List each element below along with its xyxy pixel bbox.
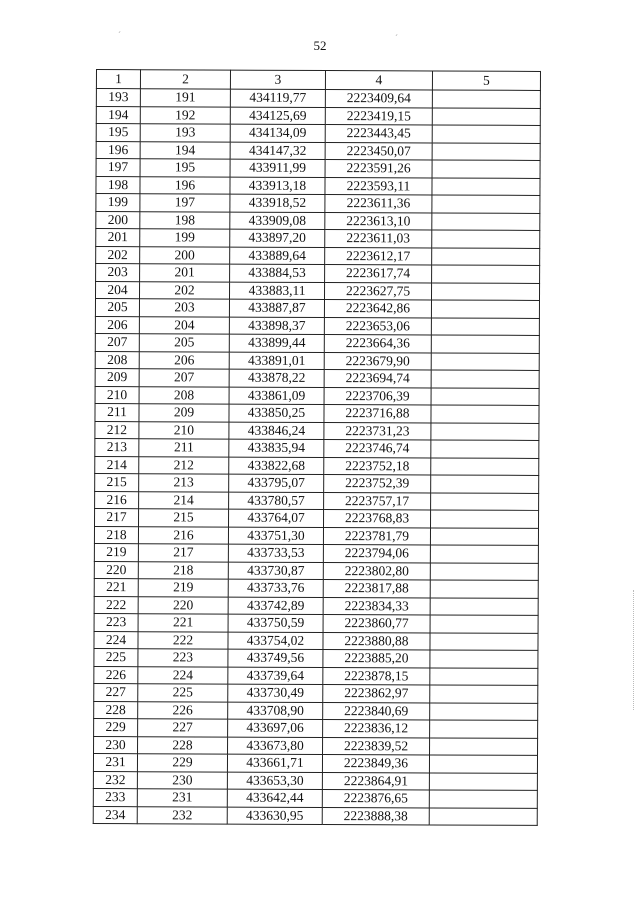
notes-cell (430, 702, 538, 720)
point-number-cell: 193 (140, 124, 230, 142)
y-coordinate-cell: 2223781,79 (323, 527, 430, 545)
notes-cell (431, 422, 539, 440)
point-number-cell: 231 (137, 789, 227, 807)
x-coordinate-cell: 433897,20 (230, 229, 325, 247)
row-number-cell: 225 (94, 648, 138, 666)
point-number-cell: 201 (140, 264, 230, 282)
table-row (94, 578, 538, 597)
table-row (96, 159, 540, 178)
notes-cell (431, 317, 539, 335)
table-row (95, 403, 539, 422)
notes-cell (431, 335, 539, 353)
x-coordinate-cell: 433673,80 (228, 737, 323, 755)
table-row (94, 613, 538, 632)
y-coordinate-cell: 2223694,74 (324, 369, 431, 387)
point-number-cell: 230 (137, 771, 227, 789)
notes-cell (431, 510, 539, 528)
notes-cell (430, 632, 538, 650)
y-coordinate-cell: 2223591,26 (325, 160, 432, 178)
point-number-cell: 215 (139, 509, 229, 527)
point-number-cell: 212 (139, 456, 229, 474)
y-coordinate-cell: 2223612,17 (325, 247, 432, 265)
row-number-cell: 223 (94, 613, 138, 631)
notes-cell (431, 300, 539, 318)
table-row (94, 701, 538, 720)
notes-cell (432, 90, 540, 108)
row-number-cell: 194 (96, 106, 140, 124)
row-number-cell: 203 (96, 264, 140, 282)
notes-cell (432, 177, 540, 195)
table-row (96, 176, 540, 195)
y-coordinate-cell: 2223679,90 (324, 352, 431, 370)
x-coordinate-cell: 433764,07 (229, 509, 324, 527)
row-number-cell: 220 (94, 561, 138, 579)
y-coordinate-cell: 2223836,12 (323, 719, 430, 737)
y-coordinate-cell: 2223839,52 (323, 737, 430, 755)
x-coordinate-cell: 434119,77 (230, 89, 325, 107)
y-coordinate-cell: 2223860,77 (323, 614, 430, 632)
x-coordinate-cell: 433733,76 (228, 579, 323, 597)
y-coordinate-cell: 2223802,80 (323, 562, 430, 580)
notes-cell (431, 405, 539, 423)
point-number-cell: 203 (139, 299, 229, 317)
y-coordinate-cell: 2223885,20 (323, 649, 430, 667)
y-coordinate-cell: 2223627,75 (324, 282, 431, 300)
point-number-cell: 192 (140, 106, 230, 124)
table-row (96, 124, 540, 143)
notes-cell (432, 125, 540, 143)
row-number-cell: 219 (94, 543, 138, 561)
x-coordinate-cell: 433822,68 (229, 457, 324, 475)
x-coordinate-cell: 433889,64 (230, 247, 325, 265)
row-number-cell: 195 (96, 124, 140, 142)
x-coordinate-cell: 433883,11 (229, 282, 324, 300)
y-coordinate-cell: 2223757,17 (324, 492, 431, 510)
x-coordinate-cell: 433730,49 (228, 684, 323, 702)
y-coordinate-cell: 2223653,06 (324, 317, 431, 335)
x-coordinate-cell: 433742,89 (228, 597, 323, 615)
x-coordinate-cell: 434134,09 (230, 124, 325, 142)
x-coordinate-cell: 433913,18 (230, 177, 325, 195)
notes-cell (432, 212, 540, 230)
table-row (95, 421, 539, 440)
table-row (95, 491, 539, 510)
x-coordinate-cell: 433661,71 (227, 754, 322, 772)
y-coordinate-cell: 2223617,74 (325, 264, 432, 282)
row-number-cell: 212 (95, 421, 139, 439)
row-number-cell: 197 (96, 159, 140, 177)
row-number-cell: 233 (93, 788, 137, 806)
y-coordinate-cell: 2223794,06 (323, 544, 430, 562)
row-number-cell: 196 (96, 141, 140, 159)
table-row (96, 194, 540, 213)
table-row (95, 316, 539, 335)
x-coordinate-cell: 433730,87 (228, 562, 323, 580)
point-number-cell: 226 (138, 701, 228, 719)
table-row (94, 666, 538, 685)
notes-cell (432, 195, 540, 213)
table-row (94, 596, 538, 615)
notes-cell (432, 230, 540, 248)
table-row (94, 648, 538, 667)
table-header-row (96, 70, 540, 91)
row-number-cell: 229 (94, 718, 138, 736)
notes-cell (430, 545, 538, 563)
y-coordinate-cell: 2223642,86 (324, 299, 431, 317)
notes-cell (431, 457, 539, 475)
row-number-cell: 228 (94, 701, 138, 719)
notes-cell (430, 527, 538, 545)
point-number-cell: 228 (138, 736, 228, 754)
notes-cell (430, 580, 538, 598)
y-coordinate-cell: 2223419,15 (325, 107, 432, 125)
x-coordinate-cell: 433911,99 (230, 159, 325, 177)
table-row (96, 246, 540, 265)
x-coordinate-cell: 433630,95 (227, 807, 322, 825)
y-coordinate-cell: 2223593,11 (325, 177, 432, 195)
point-number-cell: 194 (140, 141, 230, 159)
header-col-2: 2 (140, 70, 230, 89)
point-number-cell: 209 (139, 404, 229, 422)
notes-cell (431, 282, 539, 300)
table-row (95, 368, 539, 387)
point-number-cell: 216 (138, 526, 228, 544)
table-row (94, 736, 538, 755)
point-number-cell: 222 (138, 631, 228, 649)
row-number-cell: 199 (96, 194, 140, 212)
y-coordinate-cell: 2223716,88 (324, 404, 431, 422)
y-coordinate-cell: 2223409,64 (325, 90, 432, 108)
x-coordinate-cell: 433846,24 (229, 422, 324, 440)
header-col-5: 5 (432, 71, 540, 90)
x-coordinate-cell: 433642,44 (227, 789, 322, 807)
point-number-cell: 198 (140, 211, 230, 229)
point-number-cell: 208 (139, 386, 229, 404)
notes-cell (431, 440, 539, 458)
header-col-3: 3 (230, 70, 325, 89)
x-coordinate-cell: 433708,90 (228, 702, 323, 720)
x-coordinate-cell: 433697,06 (228, 719, 323, 737)
point-number-cell: 205 (139, 334, 229, 352)
point-number-cell: 197 (140, 194, 230, 212)
header-col-1: 1 (96, 70, 140, 89)
table-row (95, 299, 539, 318)
row-number-cell: 210 (95, 386, 139, 404)
x-coordinate-cell: 433909,08 (230, 212, 325, 230)
x-coordinate-cell: 433884,53 (230, 264, 325, 282)
table-row (96, 141, 540, 160)
header-col-4: 4 (325, 71, 432, 90)
table-row (96, 89, 540, 108)
point-number-cell: 217 (138, 544, 228, 562)
table-body (93, 89, 540, 826)
notes-cell (430, 720, 538, 738)
notes-cell (432, 265, 540, 283)
point-number-cell: 214 (139, 491, 229, 509)
point-number-cell: 223 (138, 649, 228, 667)
y-coordinate-cell: 2223840,69 (323, 702, 430, 720)
notes-cell (432, 160, 540, 178)
row-number-cell: 221 (94, 578, 138, 596)
notes-cell (432, 107, 540, 125)
x-coordinate-cell: 433850,25 (229, 404, 324, 422)
notes-cell (431, 370, 539, 388)
row-number-cell: 230 (94, 736, 138, 754)
table-row (94, 718, 538, 737)
x-coordinate-cell: 433739,64 (228, 667, 323, 685)
point-number-cell: 232 (137, 806, 227, 824)
row-number-cell: 227 (94, 683, 138, 701)
notes-cell (430, 650, 538, 668)
y-coordinate-cell: 2223706,39 (324, 387, 431, 405)
point-number-cell: 210 (139, 421, 229, 439)
table-row (94, 561, 538, 580)
table-row (95, 438, 539, 457)
x-coordinate-cell: 433751,30 (228, 527, 323, 545)
x-coordinate-cell: 433899,44 (229, 334, 324, 352)
row-number-cell: 234 (93, 806, 137, 824)
notes-cell (431, 352, 539, 370)
y-coordinate-cell: 2223880,88 (323, 632, 430, 650)
row-number-cell: 202 (96, 246, 140, 264)
scan-edge-marks (632, 590, 634, 710)
notes-cell (429, 790, 537, 808)
point-number-cell: 195 (140, 159, 230, 177)
notes-cell (429, 807, 537, 825)
y-coordinate-cell: 2223888,38 (322, 807, 429, 825)
row-number-cell: 222 (94, 596, 138, 614)
row-number-cell: 214 (95, 456, 139, 474)
row-number-cell: 201 (96, 229, 140, 247)
row-number-cell: 206 (95, 316, 139, 334)
notes-cell (430, 615, 538, 633)
y-coordinate-cell: 2223664,36 (324, 334, 431, 352)
y-coordinate-cell: 2223613,10 (325, 212, 432, 230)
row-number-cell: 208 (95, 351, 139, 369)
point-number-cell: 200 (140, 246, 230, 264)
row-number-cell: 193 (96, 89, 140, 107)
y-coordinate-cell: 2223611,36 (325, 195, 432, 213)
notes-cell (432, 247, 540, 265)
table-row (96, 264, 540, 283)
row-number-cell: 231 (93, 753, 137, 771)
row-number-cell: 200 (96, 211, 140, 229)
point-number-cell: 224 (138, 666, 228, 684)
x-coordinate-cell: 433780,57 (229, 492, 324, 510)
y-coordinate-cell: 2223731,23 (324, 422, 431, 440)
table-row (95, 351, 539, 370)
point-number-cell: 191 (140, 89, 230, 107)
notes-cell (429, 755, 537, 773)
point-number-cell: 213 (139, 474, 229, 492)
y-coordinate-cell: 2223752,18 (324, 457, 431, 475)
row-number-cell: 207 (95, 333, 139, 351)
row-number-cell: 209 (95, 368, 139, 386)
table-row (94, 543, 538, 562)
row-number-cell: 215 (95, 473, 139, 491)
row-number-cell: 204 (95, 281, 139, 299)
point-number-cell: 227 (138, 719, 228, 737)
point-number-cell: 220 (138, 596, 228, 614)
table-row (93, 806, 537, 825)
row-number-cell: 226 (94, 666, 138, 684)
table-row (95, 508, 539, 527)
notes-cell (431, 475, 539, 493)
notes-cell (431, 387, 539, 405)
x-coordinate-cell: 433653,30 (227, 772, 322, 790)
x-coordinate-cell: 433861,09 (229, 387, 324, 405)
row-number-cell: 224 (94, 631, 138, 649)
coordinates-table (93, 69, 541, 826)
y-coordinate-cell: 2223817,88 (323, 579, 430, 597)
page-number: 52 (313, 38, 327, 53)
row-number-cell: 198 (96, 176, 140, 194)
y-coordinate-cell: 2223768,83 (324, 509, 431, 527)
notes-cell (429, 772, 537, 790)
table-row (94, 631, 538, 650)
y-coordinate-cell: 2223746,74 (324, 439, 431, 457)
point-number-cell: 221 (138, 614, 228, 632)
table-row (93, 753, 537, 772)
row-number-cell: 217 (95, 508, 139, 526)
y-coordinate-cell: 2223450,07 (325, 142, 432, 160)
x-coordinate-cell: 433733,53 (228, 544, 323, 562)
x-coordinate-cell: 433918,52 (230, 194, 325, 212)
y-coordinate-cell: 2223834,33 (323, 597, 430, 615)
point-number-cell: 229 (137, 754, 227, 772)
x-coordinate-cell: 433754,02 (228, 632, 323, 650)
table-row (95, 456, 539, 475)
y-coordinate-cell: 2223849,36 (322, 754, 429, 772)
table-row (96, 106, 540, 125)
y-coordinate-cell: 2223876,65 (322, 789, 429, 807)
row-number-cell: 213 (95, 438, 139, 456)
row-number-cell: 232 (93, 771, 137, 789)
notes-cell (432, 142, 540, 160)
x-coordinate-cell: 433891,01 (229, 352, 324, 370)
x-coordinate-cell: 433750,59 (228, 614, 323, 632)
table-row (94, 683, 538, 702)
notes-cell (430, 597, 538, 615)
point-number-cell: 199 (140, 229, 230, 247)
table-row (93, 771, 537, 790)
x-coordinate-cell: 434147,32 (230, 142, 325, 160)
point-number-cell: 202 (139, 281, 229, 299)
x-coordinate-cell: 433887,87 (229, 299, 324, 317)
notes-cell (430, 562, 538, 580)
x-coordinate-cell: 433835,94 (229, 439, 324, 457)
notes-cell (430, 667, 538, 685)
row-number-cell: 216 (95, 491, 139, 509)
table-row (94, 526, 538, 545)
point-number-cell: 211 (139, 439, 229, 457)
point-number-cell: 196 (140, 176, 230, 194)
scan-speck: ˊ (395, 33, 398, 43)
y-coordinate-cell: 2223878,15 (323, 667, 430, 685)
table-row (95, 386, 539, 405)
y-coordinate-cell: 2223752,39 (324, 474, 431, 492)
y-coordinate-cell: 2223864,91 (322, 772, 429, 790)
row-number-cell: 211 (95, 403, 139, 421)
y-coordinate-cell: 2223611,03 (325, 229, 432, 247)
table-row (96, 211, 540, 230)
point-number-cell: 207 (139, 369, 229, 387)
x-coordinate-cell: 433795,07 (229, 474, 324, 492)
table-row (93, 788, 537, 807)
table-row (95, 333, 539, 352)
row-number-cell: 205 (95, 299, 139, 317)
table-row (95, 473, 539, 492)
point-number-cell: 225 (138, 684, 228, 702)
x-coordinate-cell: 433749,56 (228, 649, 323, 667)
point-number-cell: 206 (139, 351, 229, 369)
notes-cell (430, 737, 538, 755)
point-number-cell: 218 (138, 561, 228, 579)
y-coordinate-cell: 2223443,45 (325, 125, 432, 143)
row-number-cell: 218 (94, 526, 138, 544)
table-row (96, 229, 540, 248)
table-row (95, 281, 539, 300)
point-number-cell: 204 (139, 316, 229, 334)
x-coordinate-cell: 434125,69 (230, 107, 325, 125)
x-coordinate-cell: 433878,22 (229, 369, 324, 387)
x-coordinate-cell: 433898,37 (229, 317, 324, 335)
notes-cell (430, 685, 538, 703)
scan-speck: ˊ (118, 30, 121, 40)
point-number-cell: 219 (138, 579, 228, 597)
y-coordinate-cell: 2223862,97 (323, 684, 430, 702)
notes-cell (431, 492, 539, 510)
